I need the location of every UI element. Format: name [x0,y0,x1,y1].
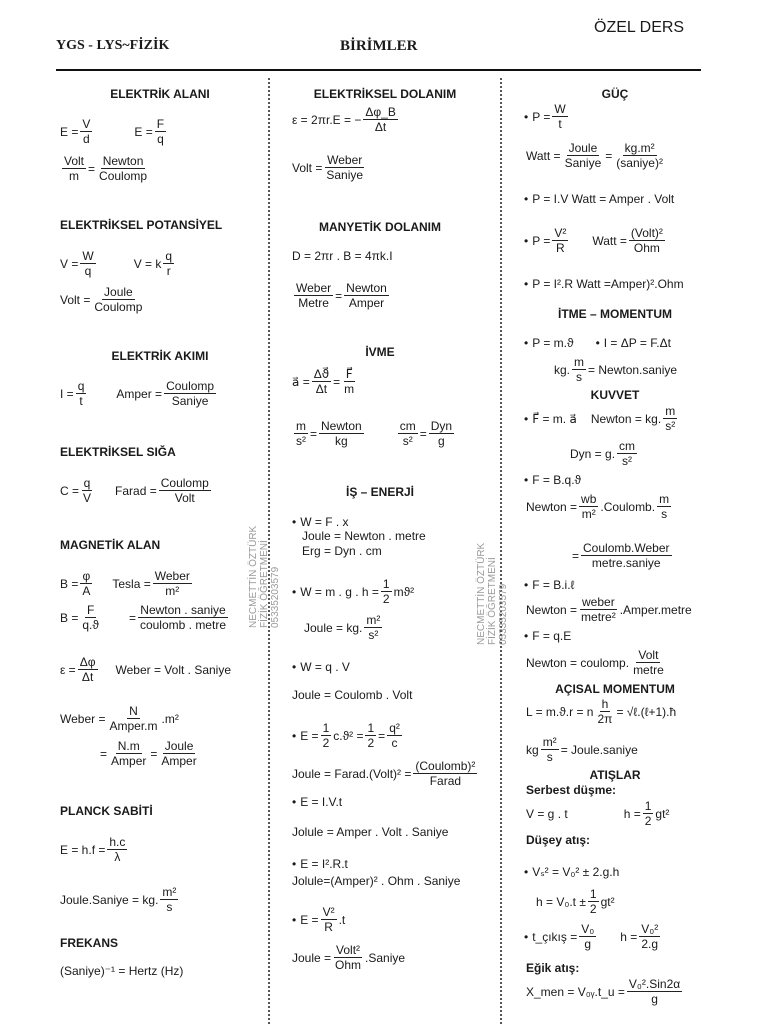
section-title: PLANCK SABİTİ [60,804,153,818]
section-title: MANYETİK DOLANIM [319,220,441,234]
formula: $\frac{m}{\text{s²}}$ = Newton kg $\frac{cm}{\text{s²}}$ = Dyn g [296,419,453,448]
formula: ε = 2πr.E = − $\frac{\Delta\varphi\_B}{\Delta t}$ [292,105,396,134]
section-title: ELEKTRİK ALANI [110,87,210,101]
formula: Erg = Dyn . cm [302,544,382,558]
formula: • P = $\frac{\text{V²}}{R}$ Watt = (Volt)² Ohm [524,227,667,254]
formula: V = $\frac{W}{q}$ V = k q r [60,249,173,278]
subsection-title: Serbest düşme: [526,783,617,797]
formula: kg. $\frac{m}{s}$ = Newton.saniye [554,355,678,384]
formula: • F = B.i.ℓ [524,579,574,591]
formula: • Vₛ² = V₀² ± 2.g.h [524,866,619,878]
page-title: BİRİMLER [340,38,418,54]
formula: Joule.Saniye = kg. m² s [60,885,177,914]
formula: a⃗ = $\frac{\Delta ϑ⃗}{\Delta t}$ = $\frac{F⃗}{m}$ [292,367,355,396]
formula: Newton = $\frac{wb}{\text{m²}}$ .Coulomb. m s [526,492,670,521]
formula: • P = I².R Watt =Amper)².Ohm [524,278,684,290]
formula: • W = q . V [292,661,350,673]
section-title: FREKANS [60,936,119,950]
formula: Newton = weber metre² .Amper.metre [526,595,692,624]
formula: I = $\frac{q}{t}$ Amper = Coulomp Saniye [60,379,215,408]
section-title: ELEKTRİKSEL SIĞA [60,445,176,459]
formula: L = m.ϑ.r = n $\frac{h}{2\pi}$ = √ℓ.(ℓ+1).ħ [526,697,677,726]
section-title: GÜÇ [601,87,629,101]
formula: h = V₀.t ± $\frac{1}{2}$ gt² [536,887,615,916]
watermark [476,543,509,645]
formula: V = g . t h = $\frac{1}{2}$ gt² [526,799,670,828]
formula: • E = I.V.t [292,796,342,808]
formula: • F = B.q.ϑ [524,474,581,486]
section-title: MAGNETİK ALAN [60,538,161,552]
section-title: İŞ – ENERJİ [345,485,415,499]
formula: • P = I.V Watt = Amper . Volt [524,193,674,205]
formula: • E = $\frac{\text{V²}}{R}$ .t [292,906,345,933]
section-title: ATIŞLAR [589,768,641,782]
formula: Weber = N Amper.m .m² [60,704,179,733]
formula: • E = I².R.t [292,858,348,870]
formula: • W = F . x [292,516,349,528]
watermark-phone: 05335203579 [498,583,509,645]
formula: • P = m.ϑ • I = ΔP = F.Δt [524,337,671,349]
formula: ε = $\frac{\Delta\varphi}{\Delta t}$ Weber = Volt . Saniye [60,655,232,684]
watermark [248,526,281,628]
formula: Watt = Joule Saniye = kg.m² (saniye)² [526,141,663,170]
watermark-name: NECMETTİN ÖZTÜRK [248,525,259,628]
section-title: KUVVET [590,388,640,402]
formula: • F = q.E [524,630,571,642]
subsection-title: Düşey atış: [526,833,591,847]
section-title: İVME [365,345,395,359]
formula: (Saniye)⁻¹ = Hertz (Hz) [60,964,184,978]
formula: Volt = Joule Coulomp [60,285,143,314]
formula: • W = m . g . h = $\frac{1}{2}$ mϑ² [292,578,414,605]
formula: Volt = Weber Saniye [292,153,364,182]
formula: Volt m = Newton Coulomp [64,154,148,183]
formula: = Coulomb.Weber metre.saniye [572,541,670,570]
formula: • F⃗ = m. a⃗ Newton = kg. m s² [524,405,679,432]
formula: Joule = Newton . metre [302,529,426,543]
formula: Newton = coulomp. Volt metre [526,648,664,677]
formula: • t_çıkış = $\frac{\text{V₀}}{g}$ h = $\frac{\text{V₀²}}{2.g}$ [524,923,662,950]
watermark-phone: 05335203579 [270,566,281,628]
formula: Weber Metre = Newton Amper [296,281,387,310]
formula: Joule = Farad.(Volt)² = (Coulomb)² Farad [292,759,476,788]
formula: Joule = kg. m² s² [304,613,381,642]
formula: D = 2πr . B = 4πk.I [292,249,393,263]
formula: C = $\frac{q}{V}$ Farad = Coulomp Volt [60,476,209,505]
formula: Dyn = g. cm s² [570,439,636,468]
formula: X_men = V₀ᵧ.t_u = V₀².Sin2α g [526,977,681,1006]
subsection-title: Eğik atış: [526,961,580,975]
formula: E = $\frac{V}{d}$ E = $\frac{F}{q}$ [60,117,165,146]
formula: B = $\frac{F}{q.ϑ}$ = Newton . saniye coulomb . metre [60,603,226,632]
formula: = N.m Amper = Joule Amper [100,739,197,768]
watermark-role: FİZİK ÖĞRETMENİ [259,540,270,628]
formula: Jolule = Amper . Volt . Saniye [292,825,449,839]
section-title: ELEKTRİK AKIMI [111,349,209,363]
formula: • E = $\frac{1}{2}$ c.ϑ² = $\frac{1}{2}$ = $\frac{\text{q²}}{c}$ [292,722,404,749]
header-rule [56,69,701,71]
section-title: ELEKTRİKSEL POTANSİYEL [60,218,223,232]
header-right: ÖZEL DERS [594,19,685,36]
watermark-role: FİZİK ÖĞRETMENİ [487,557,498,645]
formula: Joule = Coulomb . Volt [292,688,413,702]
watermark-name: NECMETTİN ÖZTÜRK [476,542,487,645]
formula: kg $\frac{\text{m²}}{s}$ = Joule.saniye [526,735,638,764]
formula: B = $\frac{\varphi}{A}$ Tesla = Weber m² [60,569,190,598]
formula: Jolule=(Amper)² . Ohm . Saniye [292,874,461,888]
header-left: YGS - LYS~FİZİK [56,38,170,53]
section-title: AÇISAL MOMENTUM [555,682,675,696]
formula: Joule = Volt² Ohm .Saniye [292,943,406,972]
formula: E = h.f = $\frac{h.c}{\lambda}$ [60,835,126,864]
section-title: ELEKTRİKSEL DOLANIM [313,87,457,101]
section-title: İTME – MOMENTUM [558,307,672,321]
formula: • P = $\frac{W}{t}$ [524,103,570,130]
